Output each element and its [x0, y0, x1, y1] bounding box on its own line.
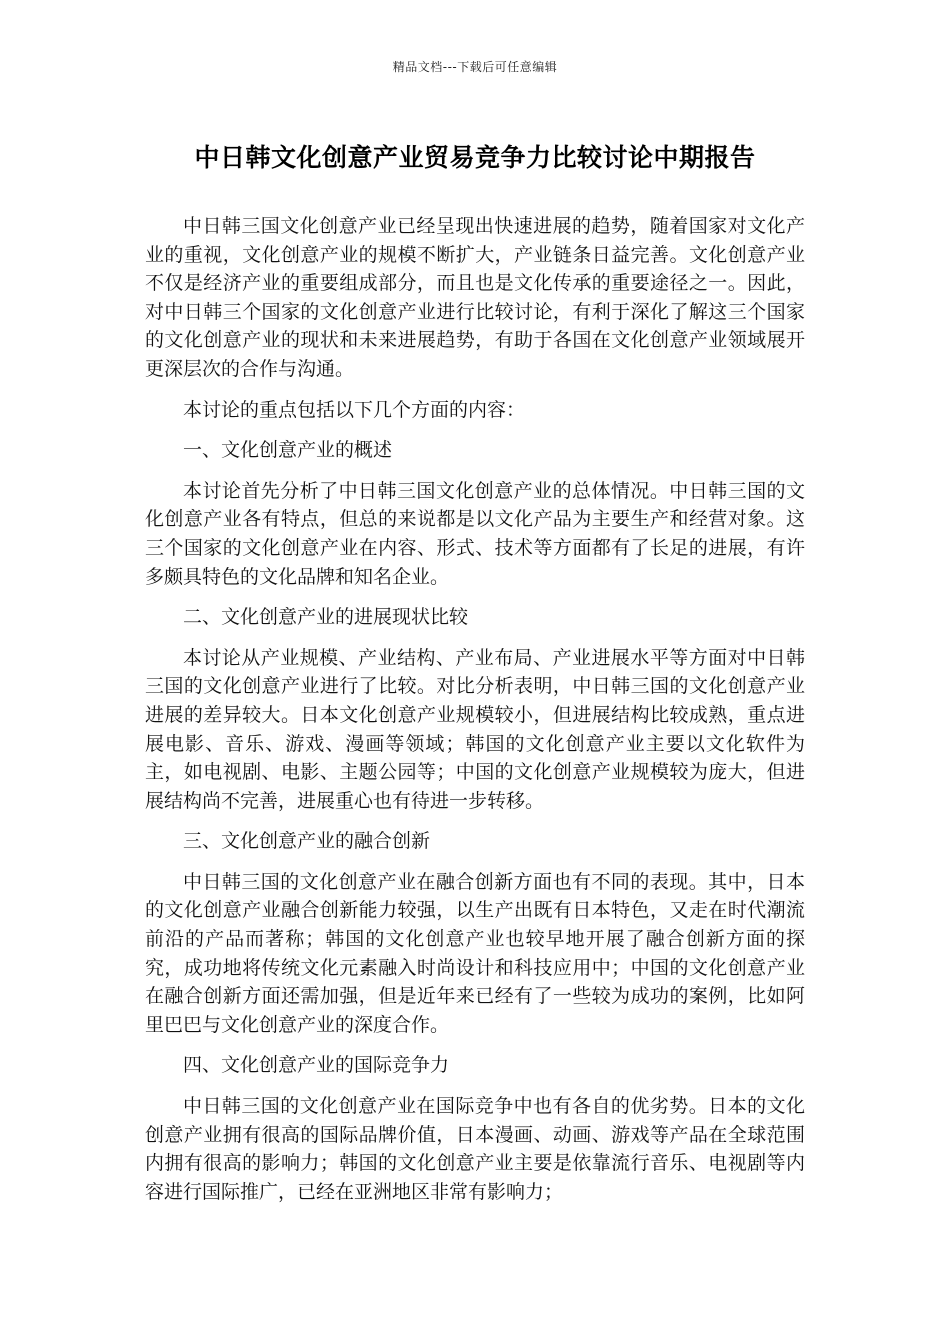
paragraph-section-2: 本讨论从产业规模、产业结构、产业布局、产业进展水平等方面对中日韩三国的文化创意产业进行了比较。对比分析表明，中日韩三国的文化创意产业进展的差异较大。日本文化创意产业规模较小，但进展结构比较成熟，重点进展电影、音乐、游戏、漫画等领域；韩国的文化创意产业主要以文化软件为主，如电视剧、电影、主题公园等；中国的文化创意产业规模较为庞大，但进展结构尚不完善，进展重心也有待进一步转移。: [145, 646, 805, 812]
section-heading-3: 三、文化创意产业的融合创新: [183, 830, 431, 853]
section-heading-1: 一、文化创意产业的概述: [183, 439, 393, 462]
paragraph-section-4: 中日韩三国的文化创意产业在国际竞争中也有各自的优劣势。日本的文化创意产业拥有很高的国际品牌价值，日本漫画、动画、游戏等产品在全球范围内拥有很高的影响力；韩国的文化创意产业主要是依靠流行音乐、电视剧等内容进行国际推广，已经在亚洲地区非常有影响力；: [145, 1095, 805, 1203]
header-note: 精品文档---下载后可任意编辑: [392, 60, 558, 74]
section-heading-4: 四、文化创意产业的国际竞争力: [183, 1054, 450, 1077]
document-title: 中日韩文化创意产业贸易竞争力比较讨论中期报告: [194, 143, 756, 172]
paragraph-section-3: 中日韩三国的文化创意产业在融合创新方面也有不同的表现。其中，日本的文化创意产业融合创新能力较强，以生产出既有日本特色，又走在时代潮流前沿的产品而著称；韩国的文化创意产业也较早地开展了融合创新方面的探究，成功地将传统文化元素融入时尚设计和科技应用中；中国的文化创意产业在融合创新方面还需加强，但是近年来已经有了一些较为成功的案例，比如阿里巴巴与文化创意产业的深度合作。: [145, 870, 805, 1036]
document-body: [145, 212, 805, 1218]
paragraph-section-1: 本讨论首先分析了中日韩三国文化创意产业的总体情况。中日韩三国的文化创意产业各有特点，但总的来说都是以文化产品为主要生产和经营对象。这三个国家的文化创意产业在内容、形式、技术等方面都有了长足的进展，有许多颇具特色的文化品牌和知名企业。: [145, 479, 805, 588]
section-heading-2: 二、文化创意产业的进展现状比较: [183, 606, 469, 629]
paragraph-focus: 本讨论的重点包括以下几个方面的内容：: [183, 398, 526, 421]
paragraph-intro: 中日韩三国文化创意产业已经呈现出快速进展的趋势，随着国家对文化产业的重视，文化创意产业的规模不断扩大，产业链条日益完善。文化创意产业不仅是经济产业的重要组成部分，而且也是文化传承的重要途径之一。因此，对中日韩三个国家的文化创意产业进行比较讨论，有利于深化了解这三个国家的文化创意产业的现状和未来进展趋势，有助于各国在文化创意产业领域展开更深层次的合作与沟通。: [145, 215, 805, 380]
